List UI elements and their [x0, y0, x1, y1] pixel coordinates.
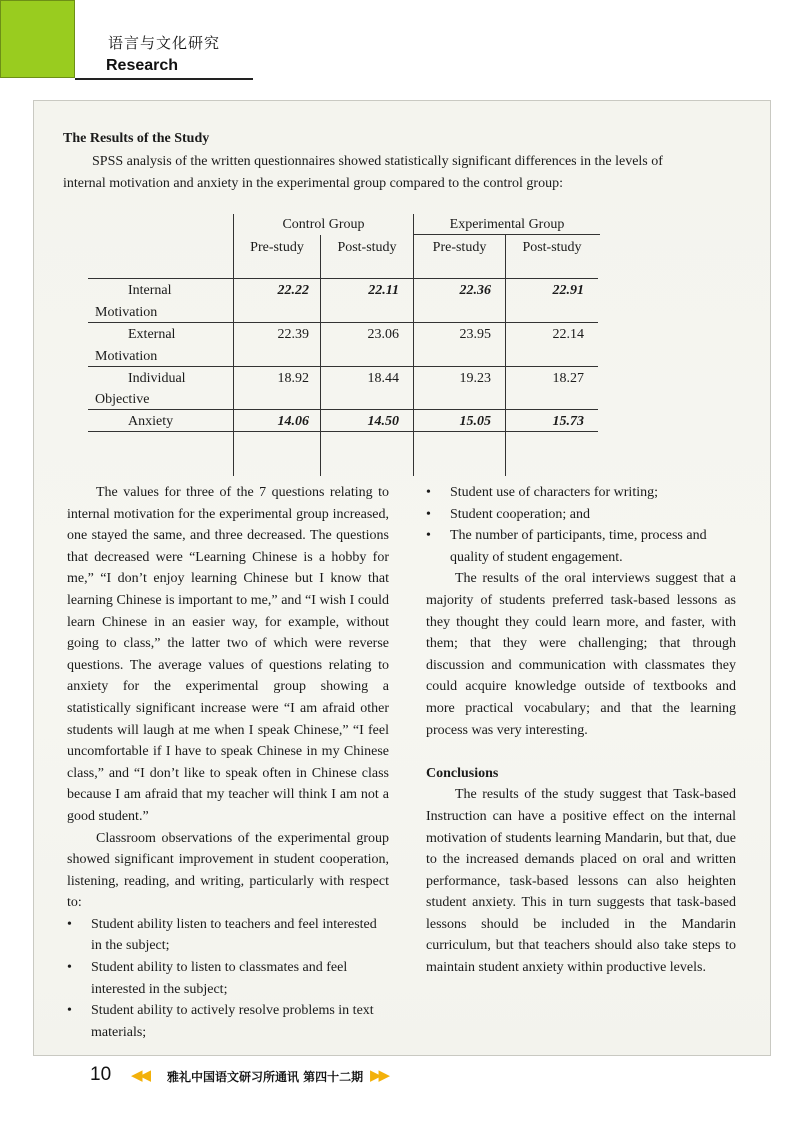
table-cell: 18.44	[367, 371, 399, 386]
list-item-text: Student use of characters for writing;	[450, 485, 658, 500]
table-line	[88, 366, 598, 367]
table-cell: 23.95	[459, 327, 491, 342]
table-subheader: Post-study	[337, 240, 397, 255]
row-label: Motivation	[95, 349, 158, 364]
table-line	[88, 322, 598, 323]
bullet-icon: •	[426, 485, 431, 500]
results-intro: SPSS analysis of the written questionnaires showed statistically significant differences in the levels of internal motivation and anxiety in the experimental group compared to the control group:	[63, 154, 663, 191]
table-cell: 22.91	[552, 283, 584, 298]
arrow-right-icon: ▶▶	[370, 1066, 388, 1084]
list-item-text: Student ability listen to teachers and feel interested in the subject;	[91, 916, 377, 954]
results-table	[88, 214, 600, 476]
list-item-text: The number of participants, time, process and quality of student engagement.	[450, 528, 707, 565]
table-line	[88, 278, 598, 279]
table-cell: 22.22	[277, 283, 309, 298]
arrow-left-icon: ◀◀	[131, 1066, 149, 1084]
header-section-cn: 语言与文化研究	[108, 34, 221, 52]
row-label: Internal	[128, 283, 172, 298]
list-item-text: Student ability to listen to classmates and feel interested in the subject;	[91, 960, 348, 997]
table-cell: 14.50	[367, 414, 399, 429]
right-column	[426, 482, 736, 979]
right-paragraph-1: The results of the oral interviews suggest that a majority of students preferred task-based lessons as they thought they could learn more, and faster, with them; that they were challenging; that through discussion and communication with classmates they could acquire knowledge outside of textbooks and more practical vocabulary; and that the learning process was very interesting.	[426, 571, 736, 738]
table-cell: 15.05	[459, 414, 491, 429]
table-group-header: Experimental Group	[449, 217, 565, 232]
row-label: External	[128, 327, 176, 342]
list-item-text: Student ability to actively resolve problems in text materials;	[91, 1003, 374, 1040]
conclusions-title: Conclusions	[426, 765, 499, 781]
row-label: Motivation	[95, 305, 158, 320]
table-cell: 18.27	[552, 371, 584, 386]
row-label: Objective	[95, 392, 150, 407]
page-number: 10	[90, 1064, 112, 1085]
table-subheader: Post-study	[522, 240, 582, 255]
right-paragraph-2: The results of the study suggest that Task-based Instruction can have a positive effect on the internal motivation of students learning Mandarin, but that, due to the increased demands placed on oral and written performance, task-based lessons can also heighten student anxiety. This in turn suggests that task-based lessons should be included in the Mandarin curriculum, but that teachers should also take steps to maintain student anxiety within productive levels.	[426, 787, 736, 976]
left-bullet-list	[67, 914, 389, 1044]
table-cell: 15.73	[552, 414, 584, 429]
header-accent-block	[0, 0, 75, 78]
table-cell: 14.06	[277, 414, 309, 429]
table-line	[320, 235, 321, 476]
header-rule	[75, 78, 253, 80]
table-line	[88, 409, 598, 410]
left-paragraph-2: Classroom observations of the experimental group showed significant improvement in student cooperation, listening, reading, and writing, particularly with respect to:	[67, 830, 389, 911]
list-item	[67, 1000, 389, 1043]
table-group-header: Control Group	[282, 217, 365, 232]
bullet-icon: •	[426, 506, 431, 522]
left-paragraph-1: The values for three of the 7 questions relating to internal motivation for the experimental group increased, one stayed the same, and three decreased. The questions that decreased were “Learning Chinese is a hobby for me,” “I don’t enjoy learning Chinese but I know that learning Chinese is important to me,” and “I wish I could learn Chinese in an easier way, for example, without going to class,” the latter two of which were reverse questions. The average values of questions relating to anxiety for the experimental group showing a statistically significant increase were “I am afraid other students will laugh at me when I speak Chinese,” “I feel uncomfortable if I have to speak Chinese in my Chinese class,” and “I don’t like to speak often in Chinese class because I am afraid that my teacher will think I am not a good student.”	[67, 485, 389, 824]
list-item	[426, 482, 736, 504]
table-subheader: Pre-study	[250, 240, 304, 255]
table-cell: 23.06	[367, 327, 399, 342]
bullet-icon: •	[67, 916, 72, 932]
left-column	[67, 482, 389, 1043]
bullet-icon: •	[426, 528, 431, 544]
table-cell: 22.39	[277, 327, 309, 342]
table-subheader: Pre-study	[432, 240, 487, 255]
row-label: Anxiety	[128, 414, 174, 429]
bullet-icon: •	[67, 1003, 72, 1019]
results-title: The Results of the Study	[63, 131, 210, 146]
table-cell: 22.11	[368, 283, 399, 298]
row-label: Individual	[128, 371, 186, 386]
table-cell: 22.14	[552, 327, 584, 342]
bullet-icon: •	[67, 960, 72, 976]
spacer	[426, 741, 736, 763]
publication-title: 雅礼中国语文研习所通讯 第四十二期	[167, 1070, 364, 1084]
table-cell: 19.23	[459, 371, 491, 386]
table-cell: 18.92	[277, 371, 309, 386]
list-item-text: Student cooperation; and	[450, 506, 590, 522]
list-item	[426, 504, 736, 526]
header-section-en: Research	[106, 57, 179, 74]
table-cell: 22.36	[459, 283, 491, 298]
list-item	[67, 914, 389, 957]
table-line	[505, 235, 506, 476]
right-bullet-list	[426, 482, 736, 568]
list-item	[426, 525, 736, 568]
list-item	[67, 957, 389, 1000]
